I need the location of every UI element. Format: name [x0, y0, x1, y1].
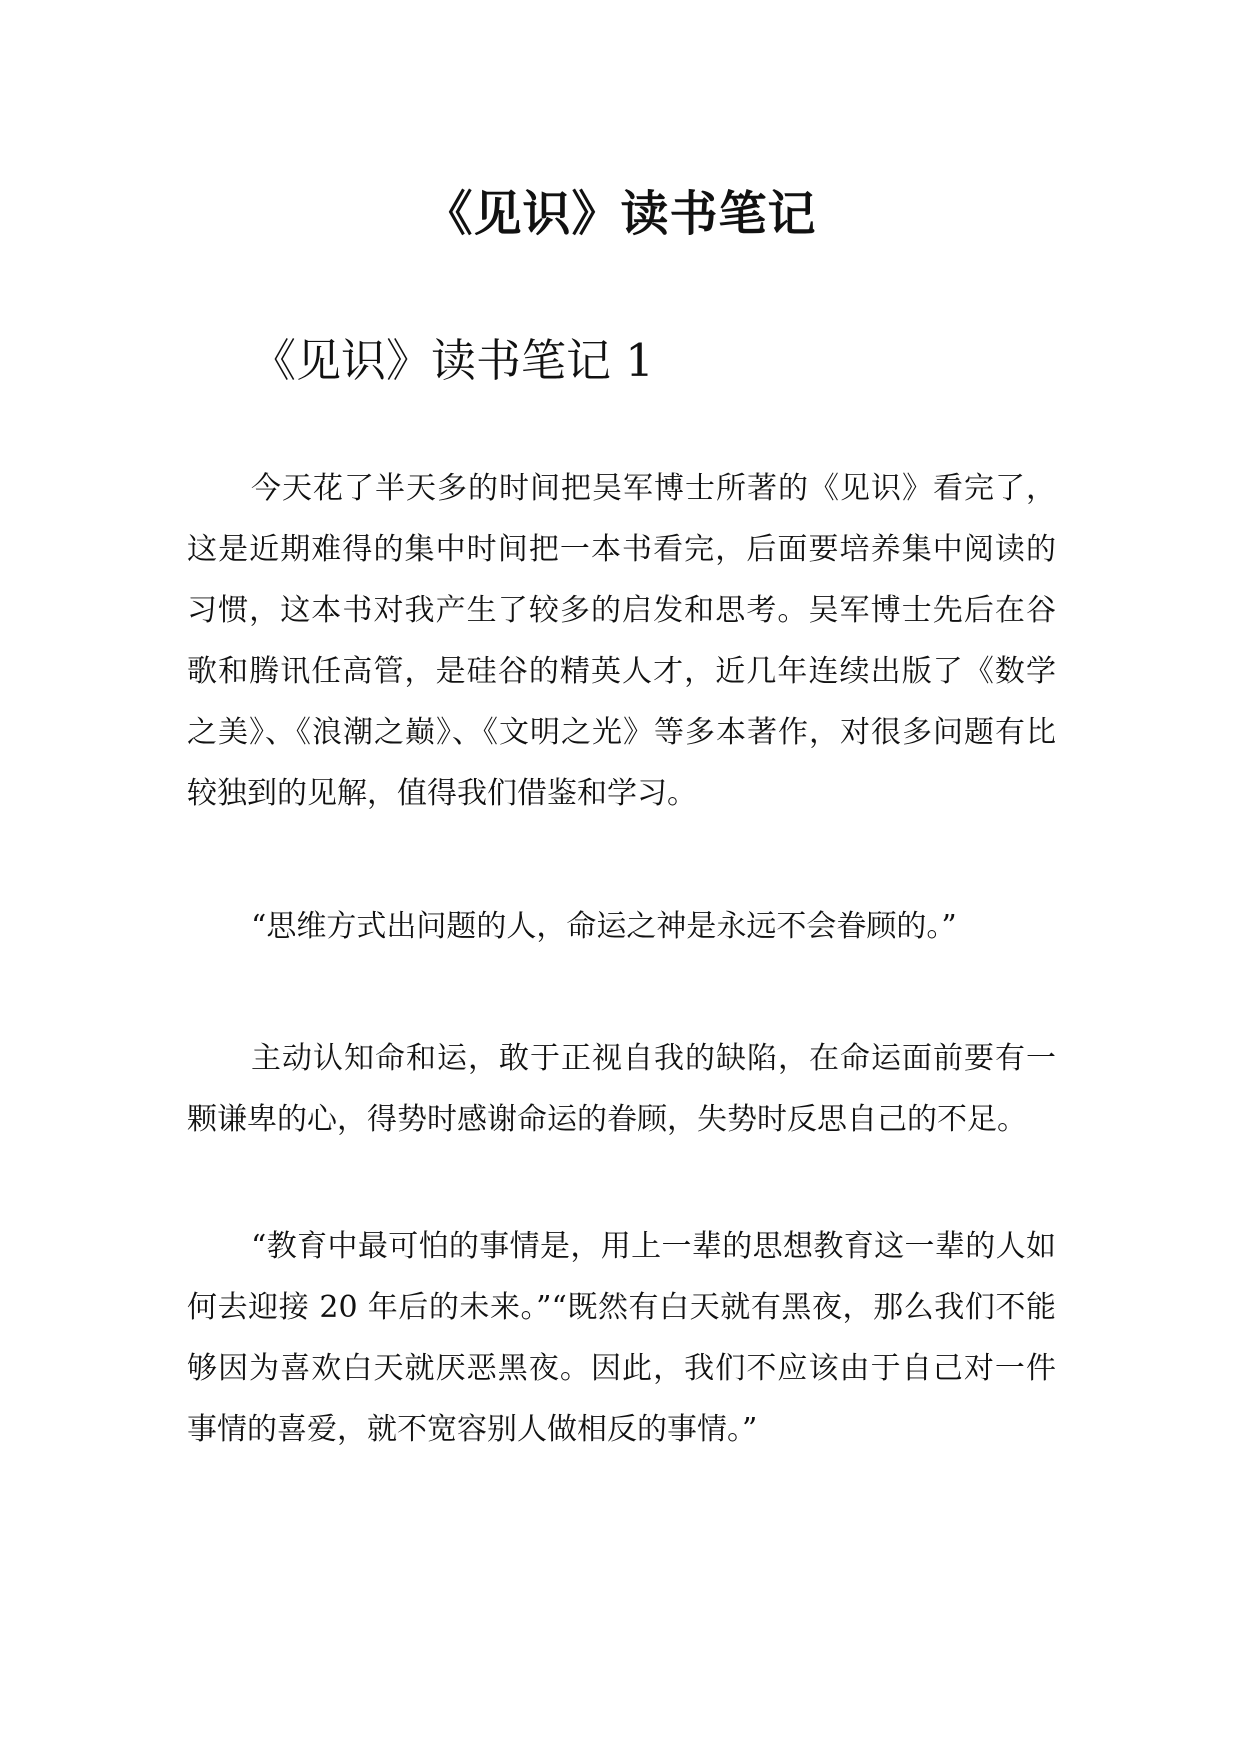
paragraph-quote-thinking: “思维方式出问题的人，命运之神是永远不会眷顾的。”	[251, 909, 957, 944]
section-heading: 《见识》读书笔记 1	[251, 334, 654, 387]
paragraph-quote-education: “教育中最可怕的事情是，用上一辈的思想教育这一辈的人如何去迎接 20 年后的未来。”“既然有白天就有黑夜，那么我们不能够因为喜欢白天就厌恶黑夜。因此，我们不应该由于自己对一件事情的喜爱，就不宽容别人做相反的事情。”	[187, 1229, 1056, 1447]
paragraph-fate-reflection: 主动认知命和运，敢于正视自我的缺陷，在命运面前要有一颗谦卑的心，得势时感谢命运的眷顾，失势时反思自己的不足。	[187, 1041, 1056, 1137]
document-body	[187, 330, 1056, 1460]
document-title: 《见识》读书笔记	[424, 186, 817, 243]
paragraph-intro: 今天花了半天多的时间把吴军博士所著的《见识》看完了，这是近期难得的集中时间把一本书看完，后面要培养集中阅读的习惯，这本书对我产生了较多的启发和思考。吴军博士先后在谷歌和腾讯任高管，是硅谷的精英人才，近几年连续出版了《数学之美》、《浪潮之巅》、《文明之光》等多本著作，对很多问题有比较独到的见解，值得我们借鉴和学习。	[187, 471, 1056, 811]
